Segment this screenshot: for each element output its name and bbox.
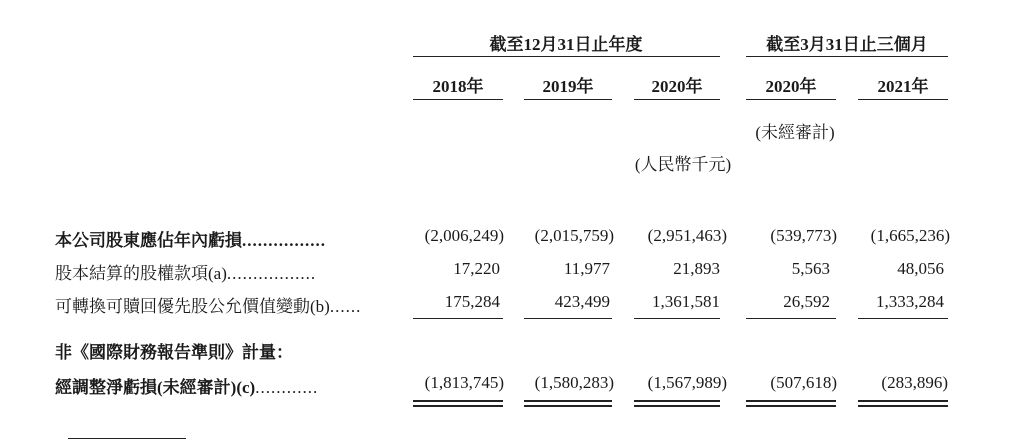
column-header-2019: 2019年	[542, 77, 594, 96]
row-label-text: 股本結算的股權款項(a)	[55, 264, 227, 283]
row-label-text: 可轉換可贖回優先股公允價值變動(b)	[55, 297, 330, 316]
total-double-rule	[413, 400, 503, 402]
group-header-annual: 截至12月31日止年度	[489, 35, 643, 54]
row-label-text: 經調整淨虧損(未經審計)(c)	[55, 378, 256, 397]
row-label-loss-attributable	[55, 226, 326, 251]
leader-dots: .................	[226, 264, 317, 283]
column-header-rule	[746, 99, 836, 100]
subtotal-rule	[524, 318, 612, 319]
cell-2018: 175,284	[444, 292, 500, 311]
row-label-fair-value-change	[55, 292, 361, 317]
cell-2019: (2,015,759)	[534, 226, 614, 245]
total-cell-2021: (283,896)	[881, 373, 948, 392]
cell-2021: 1,333,284	[876, 292, 944, 311]
column-header-2018: 2018年	[432, 77, 484, 96]
footnote-separator	[68, 438, 186, 439]
cell-2020-annual: 1,361,581	[652, 292, 720, 311]
total-cell-2018: (1,813,745)	[424, 373, 504, 392]
unaudited-note: (未經審計)	[755, 123, 835, 142]
total-cell-2020-annual: (1,567,989)	[647, 373, 727, 392]
column-header-2020-quarter: 2020年	[765, 77, 817, 96]
leader-dots: ............	[255, 378, 319, 397]
group-header-quarterly: 截至3月31日止三個月	[766, 35, 928, 54]
column-header-rule	[858, 99, 948, 100]
group-header-quarterly-rule	[746, 56, 948, 57]
total-cell-2019: (1,580,283)	[534, 373, 614, 392]
row-label-equity-settled	[55, 259, 316, 284]
cell-2020-annual: 21,893	[673, 259, 720, 278]
cell-2021: (1,665,236)	[870, 226, 950, 245]
row-label-adjusted-net-loss	[55, 373, 318, 398]
total-cell-2020-quarter: (507,618)	[770, 373, 837, 392]
leader-dots: ................	[242, 231, 326, 250]
subtotal-rule	[634, 318, 720, 319]
total-double-rule	[524, 400, 612, 402]
cell-2019: 423,499	[554, 292, 610, 311]
cell-2019: 11,977	[563, 259, 610, 278]
subtotal-rule	[746, 318, 836, 319]
total-double-rule	[634, 400, 720, 402]
unit-note: (人民幣千元)	[634, 155, 732, 174]
cell-2020-quarter: (539,773)	[770, 226, 837, 245]
total-double-rule	[746, 400, 836, 402]
total-double-rule	[858, 400, 948, 402]
row-label-text: 本公司股東應佔年內虧損	[55, 231, 242, 250]
cell-2020-quarter: 5,563	[791, 259, 830, 278]
total-double-rule	[746, 405, 836, 407]
cell-2020-quarter: 26,592	[783, 292, 830, 311]
cell-2018: (2,006,249)	[424, 226, 504, 245]
cell-2018: 17,220	[453, 259, 500, 278]
subtotal-rule	[413, 318, 503, 319]
column-header-2021: 2021年	[877, 77, 929, 96]
subtotal-rule	[858, 318, 948, 319]
cell-2021: 48,056	[897, 259, 944, 278]
group-header-annual-rule	[413, 56, 720, 57]
column-header-rule	[413, 99, 503, 100]
column-header-rule	[524, 99, 612, 100]
column-header-rule	[634, 99, 720, 100]
cell-2020-annual: (2,951,463)	[647, 226, 727, 245]
leader-dots: ......	[329, 297, 362, 316]
total-double-rule	[858, 405, 948, 407]
total-double-rule	[413, 405, 503, 407]
nonifrs-heading: 非《國際財務報告準則》計量：	[55, 343, 293, 362]
total-double-rule	[524, 405, 612, 407]
total-double-rule	[634, 405, 720, 407]
column-header-2020-annual: 2020年	[651, 77, 703, 96]
